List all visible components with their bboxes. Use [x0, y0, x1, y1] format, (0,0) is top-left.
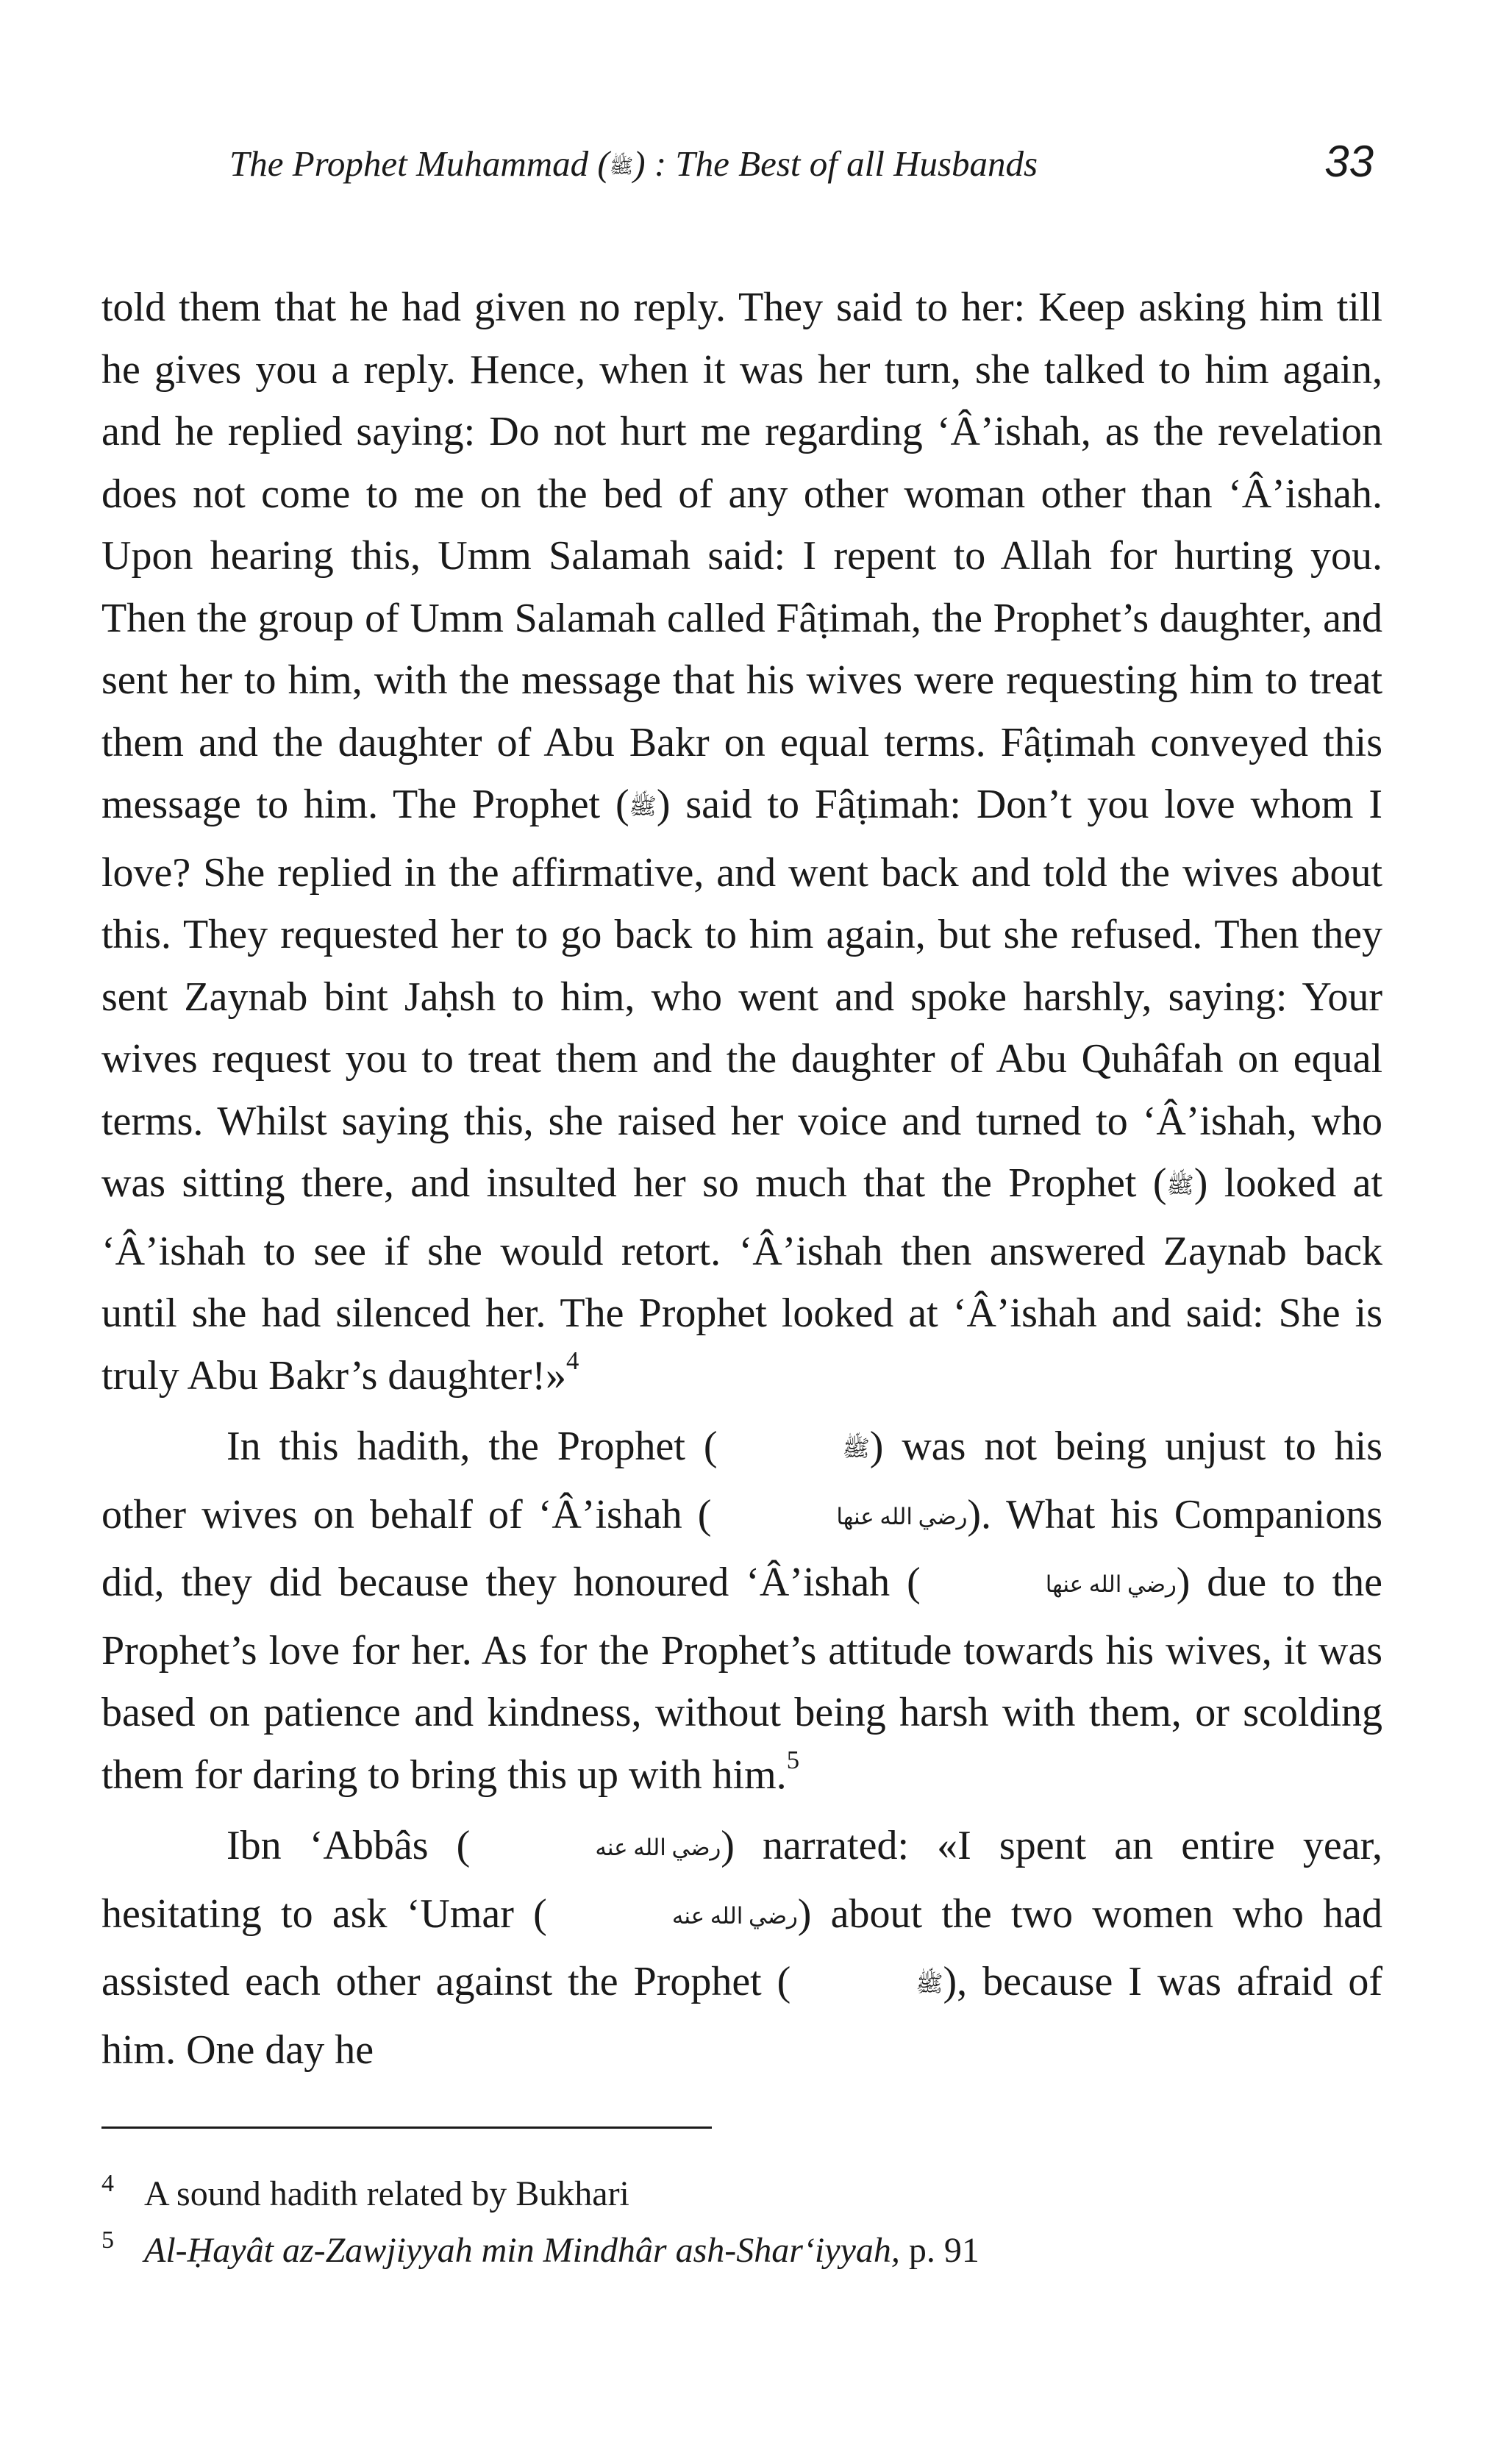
- running-title-end: ) : The Best of all Husbands: [633, 143, 1038, 184]
- paragraph-2-text-d: ) due to the Prophet’s love for her. As for the Prophet’s attitude towards his wives, it was based on patience and kindness, without being harsh with them, or scolding them for daring to bring this up with him.: [101, 1560, 1382, 1798]
- body-text: [101, 276, 1382, 2081]
- footnote-reference-4: 4: [565, 1346, 579, 1375]
- running-title: [229, 138, 1038, 195]
- footnote-4: [101, 2165, 1382, 2222]
- footnote-5: [101, 2222, 1382, 2279]
- salutation-seal: ﷺ: [1166, 1173, 1194, 1199]
- footnote-divider: [101, 2126, 712, 2129]
- salutation-seal: ﷺ: [842, 1436, 870, 1462]
- paragraph-3-text-c: ) about the two women who had assisted each other against the Prophet (: [101, 1890, 1382, 2004]
- radiallahu-anhu-seal: رضي الله عنه: [595, 1835, 721, 1861]
- paragraph-3-text-b: ) narrated: «I spent an entire year, hesitating to ask ‘Umar (: [101, 1823, 1382, 1937]
- page-number: 33: [1324, 137, 1374, 186]
- salutation-seal: ﷺ: [916, 1971, 943, 1997]
- running-title-start: The Prophet Muhammad (: [229, 143, 610, 184]
- paragraph-1-text-a: told them that he had given no reply. They said to her: Keep asking him till he gives you a reply. Hence, when it was her turn, she talked to him again, and he replied saying: Do not hurt me regarding ‘Â’ishah, as the revelation does not come to me on the bed of any other woman other than ‘Â’ishah. Upon hearing this, Umm Salamah said: I repent to Allah for hurting you. Then the group of Umm Salamah called Fâṭimah, the Prophet’s daughter, and sent her to him, with the message that his wives were requesting him to treat them and the daughter of Abu Bakr on equal terms. Fâṭimah conveyed this message to him. The Prophet (: [101, 285, 1382, 827]
- salutation-seal: ﷺ: [629, 794, 657, 820]
- page-header: [229, 132, 1374, 199]
- footnote-text: A sound hadith related by Bukhari: [144, 2174, 629, 2213]
- paragraph-1-text-c: ) looked at ‘Â’ishah to see if she would retort. ‘Â’ishah then answered Zaynab back until she had silenced her. The Prophet looked at ‘Â’ishah and said: She is truly Abu Bakr’s daughter!»: [101, 1160, 1383, 1399]
- paragraph-3: [101, 1815, 1382, 2081]
- paragraph-2-text-c: ). What his Companions did, they did because they honoured ‘Â’ishah (: [101, 1491, 1383, 1605]
- paragraph-3-text-a: Ibn ‘Abbâs (: [226, 1823, 471, 1868]
- footnote-page-ref: p. 91: [899, 2231, 979, 2270]
- footnote-mark: 5: [101, 2226, 114, 2254]
- footnote-source-title: Al-Ḥayât az-Zawjiyyah min Mindhâr ash-Shar‘iyyah,: [144, 2231, 900, 2270]
- paragraph-2: [101, 1415, 1382, 1806]
- footnote-reference-5: 5: [786, 1745, 800, 1774]
- radiallahu-anha-seal: رضي الله عنها: [836, 1504, 968, 1529]
- paragraph-3-text-d: ), because I was afraid of him. One day he: [101, 1959, 1382, 2073]
- footnote-mark: 4: [101, 2170, 114, 2197]
- radiallahu-anha-seal: رضي الله عنها: [1045, 1572, 1177, 1598]
- paragraph-1-text-b: ) said to Fâṭimah: Don’t you love whom I love? She replied in the affirmative, and went back and told the wives about this. They requested her to go back to him again, but she refused. Then they sent Zaynab bint Jaḥsh to him, who went and spoke harshly, saying: Your wives request you to treat them and the daughter of Abu Quhâfah on equal terms. Whilst saying this, she raised her voice and turned to ‘Â’ishah, who was sitting there, and insulted her so much that the Prophet (: [101, 782, 1382, 1206]
- paragraph-2-text-a: In this hadith, the Prophet (: [226, 1424, 718, 1469]
- salutation-seal: ﷺ: [609, 154, 634, 177]
- paragraph-2-text-b: ) was not being unjust to his other wives on behalf of ‘Â’ishah (: [101, 1424, 1382, 1538]
- footnotes: [101, 2165, 1382, 2279]
- paragraph-1: [101, 276, 1382, 1407]
- radiallahu-anhu-seal: رضي الله عنه: [671, 1903, 798, 1929]
